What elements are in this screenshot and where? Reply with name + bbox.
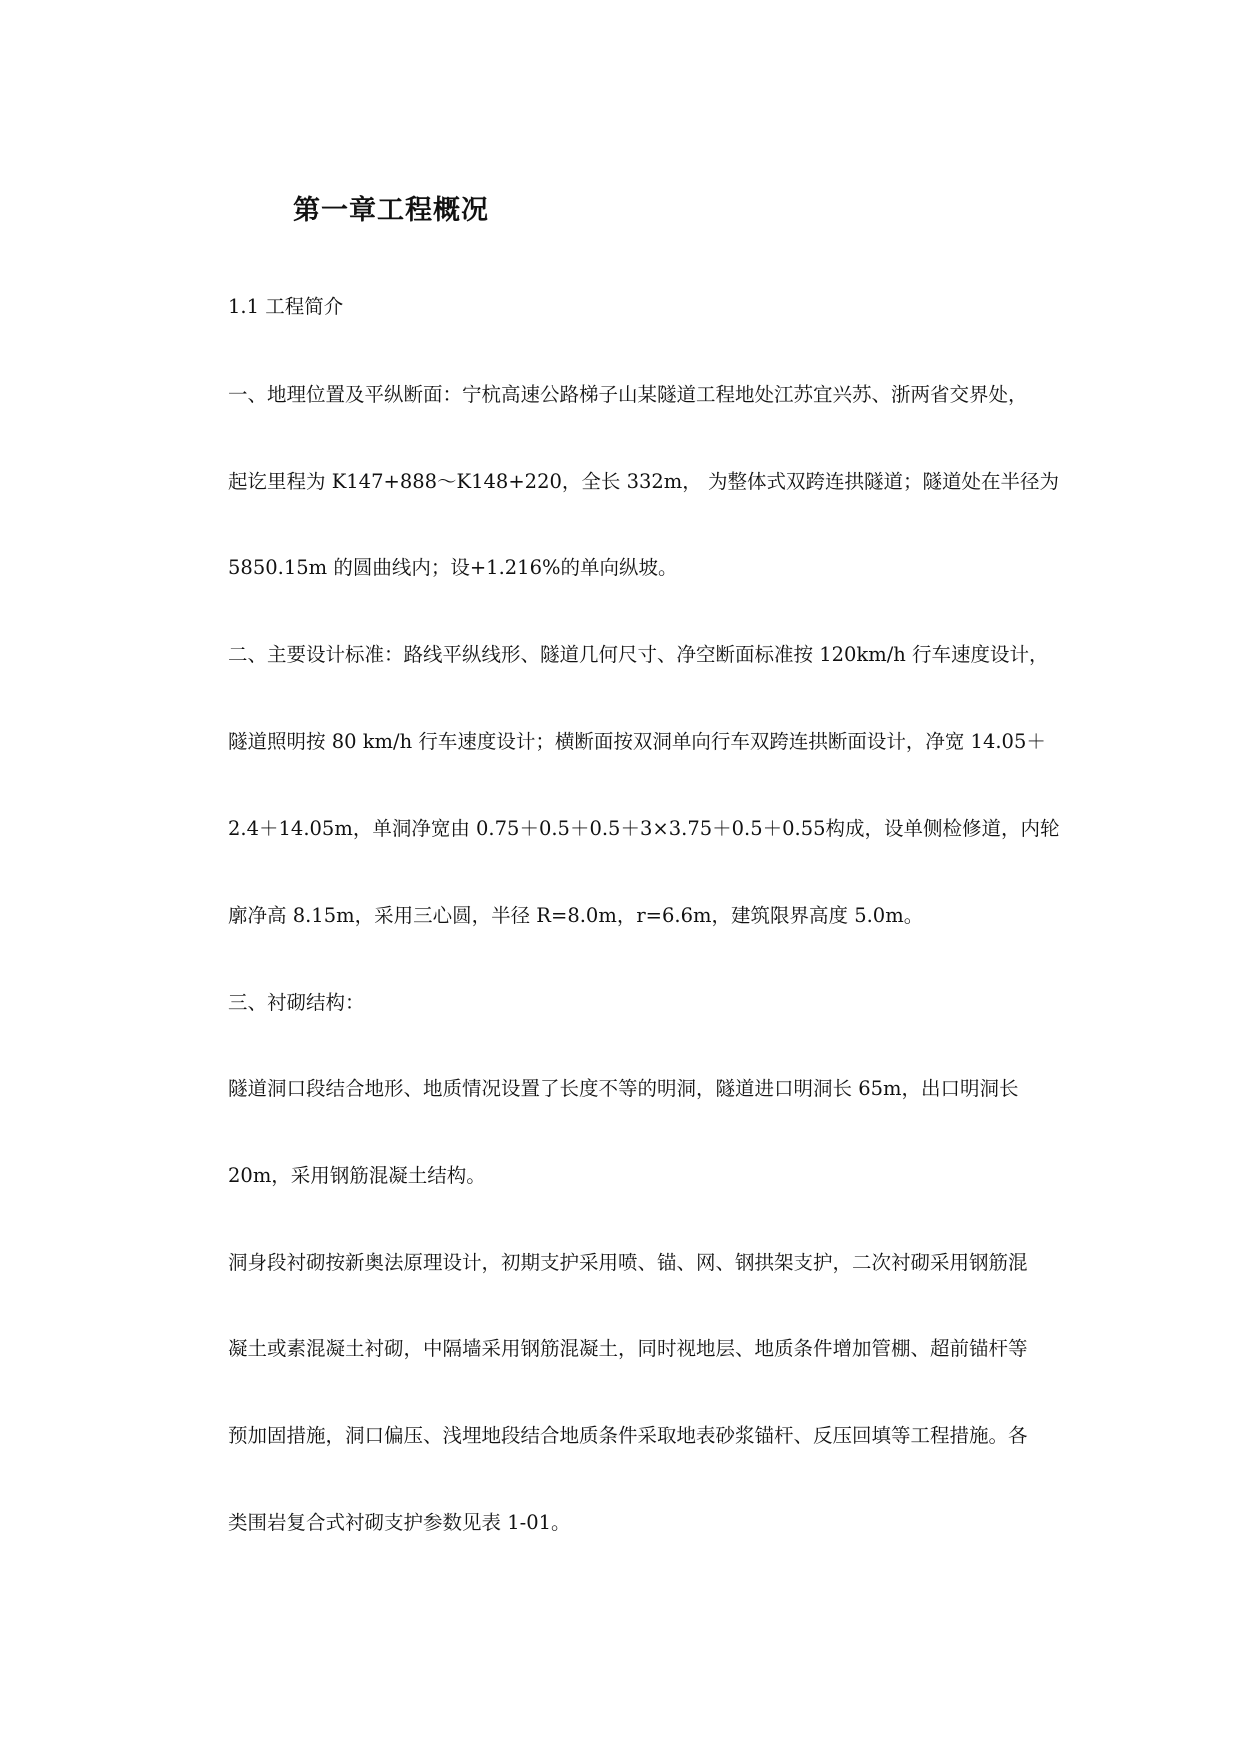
paragraph-line: 20m，采用钢筋混凝土结构。 [228,1164,486,1187]
paragraph-line: 一、地理位置及平纵断面：宁杭高速公路梯子山某隧道工程地处江苏宜兴苏、浙两省交界处， [228,383,1028,406]
paragraph-line: 起讫里程为 K147+888～K148+220，全长 332m， 为整体式双跨连拱隧道；隧道处在半径为 [228,470,1059,493]
paragraph-line: 洞身段衬砌按新奥法原理设计，初期支护采用喷、锚、网、钢拱架支护，二次衬砌采用钢筋混 [228,1251,1028,1274]
subsection-heading: 三、衬砌结构： [228,991,365,1014]
paragraph-line: 二、主要设计标准：路线平纵线形、隧道几何尺寸、净空断面标准按 120km/h 行车速度设计， [228,643,1049,666]
chapter-title: 第一章工程概况 [293,195,489,226]
section-heading: 1.1 工程简介 [228,295,344,318]
paragraph-line: 2.4＋14.05m，单洞净宽由 0.75＋0.5＋0.5＋3×3.75＋0.5＋0.55构成，设单侧检修道，内轮 [228,817,1060,840]
paragraph-line: 5850.15m 的圆曲线内；设+1.216%的单向纵坡。 [228,556,678,579]
paragraph-line: 隧道照明按 80 km/h 行车速度设计；横断面按双洞单向行车双跨连拱断面设计，净宽 14.05＋ [228,730,1046,753]
paragraph-line: 凝土或素混凝土衬砌，中隔墙采用钢筋混凝土，同时视地层、地质条件增加管棚、超前锚杆等 [228,1337,1028,1360]
paragraph-line: 廓净高 8.15m，采用三心圆，半径 R=8.0m，r=6.6m，建筑限界高度 5.0m。 [228,904,924,927]
paragraph-line: 类围岩复合式衬砌支护参数见表 1-01。 [228,1511,571,1534]
paragraph-line: 预加固措施，洞口偏压、浅埋地段结合地质条件采取地表砂浆锚杆、反压回填等工程措施。各 [228,1424,1028,1447]
paragraph-line: 隧道洞口段结合地形、地质情况设置了长度不等的明洞，隧道进口明洞长 65m，出口明洞长 [228,1077,1019,1100]
